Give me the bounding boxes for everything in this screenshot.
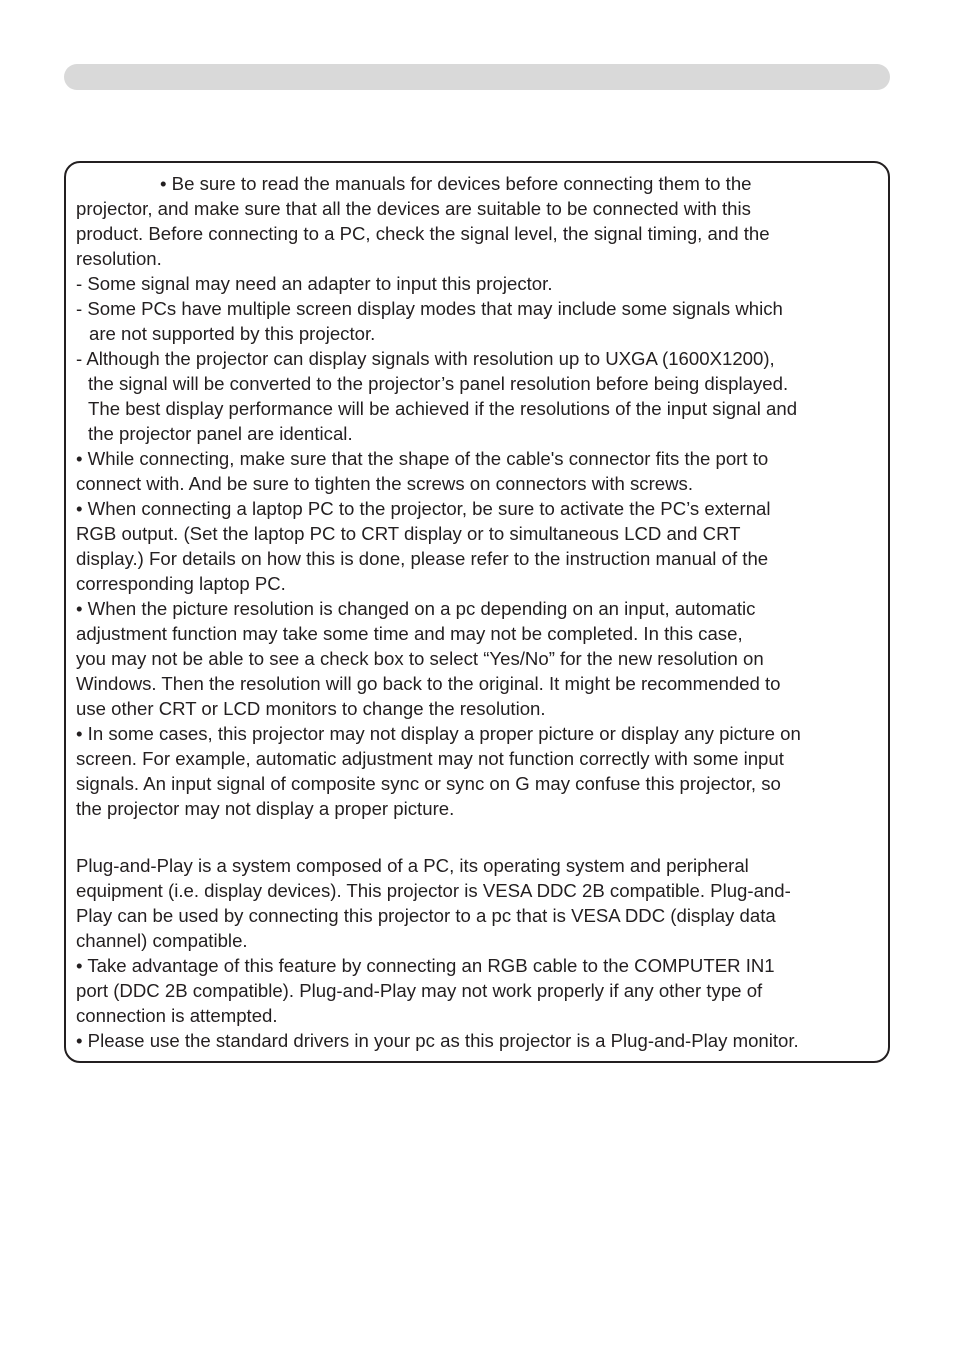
plug-and-play-line: • Take advantage of this feature by connecting an RGB cable to the COMPUTER IN1 <box>76 955 775 976</box>
notice-line: signals. An input signal of composite sync or sync on G may confuse this projector, so <box>76 773 781 794</box>
plug-and-play-line: connection is attempted. <box>76 1005 278 1026</box>
notice-line: the projector panel are identical. <box>88 423 353 444</box>
plug-and-play-line: equipment (i.e. display devices). This projector is VESA DDC 2B compatible. Plug-and- <box>76 880 791 901</box>
notice-line: adjustment function may take some time and may not be completed. In this case, <box>76 623 743 644</box>
notice-line: corresponding laptop PC. <box>76 573 286 594</box>
notice-line: - Some signal may need an adapter to input this projector. <box>76 273 553 294</box>
notice-line: projector, and make sure that all the devices are suitable to be connected with this <box>76 198 751 219</box>
plug-and-play-line: Play can be used by connecting this projector to a pc that is VESA DDC (display data <box>76 905 776 926</box>
notice-line: resolution. <box>76 248 162 269</box>
plug-and-play-line: • Please use the standard drivers in your pc as this projector is a Plug-and-Play monitor. <box>76 1030 799 1051</box>
notice-line: product. Before connecting to a PC, check the signal level, the signal timing, and the <box>76 223 770 244</box>
notice-line: you may not be able to see a check box to select “Yes/No” for the new resolution on <box>76 648 764 669</box>
plug-and-play-line: Plug-and-Play is a system composed of a PC, its operating system and peripheral <box>76 855 749 876</box>
notice-line: display.) For details on how this is done, please refer to the instruction manual of the <box>76 548 769 569</box>
notice-line: • When connecting a laptop PC to the projector, be sure to activate the PC’s external <box>76 498 771 519</box>
notice-line: - Although the projector can display signals with resolution up to UXGA (1600X1200), <box>76 348 775 369</box>
notice-line: use other CRT or LCD monitors to change the resolution. <box>76 698 546 719</box>
plug-and-play-line: port (DDC 2B compatible). Plug-and-Play may not work properly if any other type of <box>76 980 763 1001</box>
notice-line: are not supported by this projector. <box>89 323 376 344</box>
notice-line: • When the picture resolution is changed on a pc depending on an input, automatic <box>76 598 756 619</box>
notice-line: the projector may not display a proper picture. <box>76 798 455 819</box>
notice-line: • While connecting, make sure that the shape of the cable's connector fits the port to <box>76 448 769 469</box>
notice-line: the signal will be converted to the projector’s panel resolution before being displayed. <box>88 373 789 394</box>
notice-line: RGB output. (Set the laptop PC to CRT display or to simultaneous LCD and CRT <box>76 523 741 544</box>
notice-line: The best display performance will be achieved if the resolutions of the input signal and <box>88 398 798 419</box>
notice-line: - Some PCs have multiple screen display modes that may include some signals which <box>76 298 783 319</box>
plug-and-play-line: channel) compatible. <box>76 930 248 951</box>
section-gap <box>76 821 878 853</box>
notice-box <box>64 161 890 1063</box>
section-header-bar <box>64 64 890 90</box>
notice-line: Windows. Then the resolution will go back to the original. It might be recommended to <box>76 673 781 694</box>
notice-line: • Be sure to read the manuals for devices before connecting them to the <box>160 173 752 194</box>
notice-line: screen. For example, automatic adjustment may not function correctly with some input <box>76 748 784 769</box>
notice-line: connect with. And be sure to tighten the screws on connectors with screws. <box>76 473 694 494</box>
notice-line: • In some cases, this projector may not display a proper picture or display any picture on <box>76 723 801 744</box>
